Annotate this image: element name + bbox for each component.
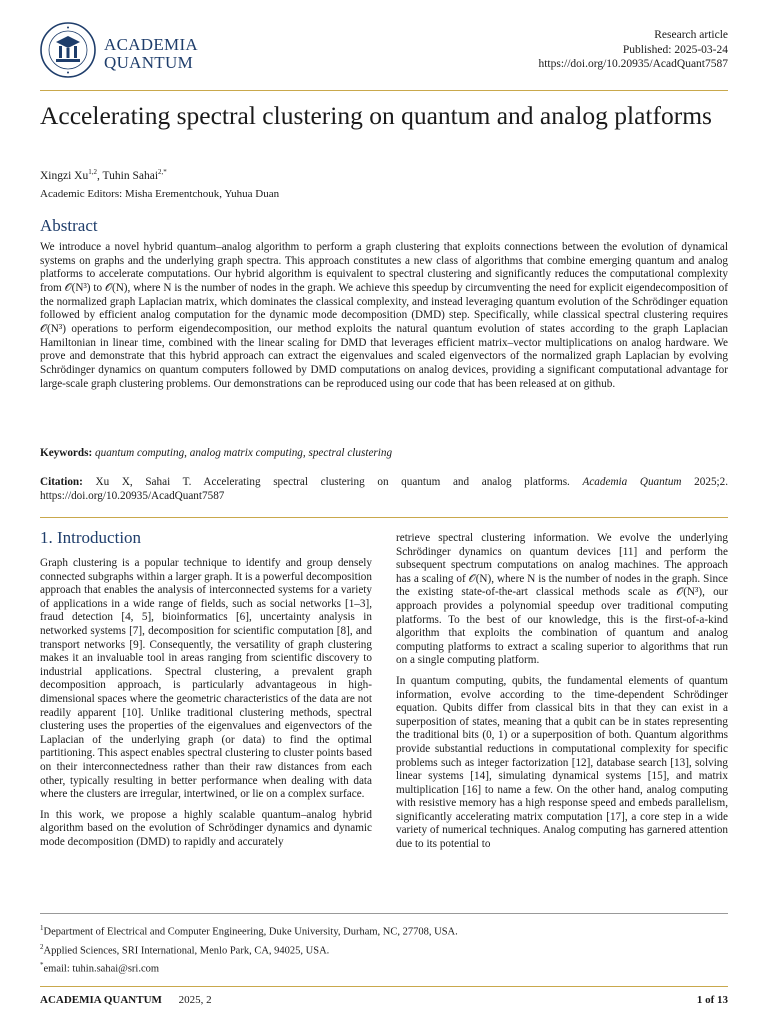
citation-journal: Academia Quantum [582, 476, 682, 488]
article-type: Research article [654, 29, 728, 41]
brand-line-1: ACADEMIA [104, 35, 199, 54]
article-title: Accelerating spectral clustering on quantum and analog platforms [40, 101, 712, 130]
citation [40, 475, 728, 503]
published-date: Published: 2025-03-24 [622, 43, 728, 56]
page-number: 1 of 13 [696, 994, 728, 1006]
header-divider [40, 90, 728, 91]
paragraph: In quantum computing, qubits, the fundamental elements of quantum information, evolve according to the time-dependent Schrödinger equation. Qubits differ from classical bits in that they can exist in a superposition of states, meaning that a qubit can be in states representing the traditional bits (0, 1) or a superposition of both. Quantum algorithms provide substantial reductions in computational complexity for specific problems such as integer factorization [12], database search [13], solving linear systems [14], simulating dynamical systems [15], and matrix multiplication [16] to name a few. On the other hand, analog computing with resistive memory has a high response speed and embeds parallelism, significantly accelerating matrix computation [17], a core step in a wide variety of numerical techniques. Analog computing has garnered attention due to its potential to [396, 674, 728, 851]
author-name: Xingzi Xu [40, 169, 89, 182]
section-heading: 1. Introduction [40, 528, 142, 547]
abstract-heading: Abstract [40, 216, 98, 235]
doi-link[interactable]: https://doi.org/10.20935/AcadQuant7587 [538, 58, 728, 70]
body-column-right [396, 532, 728, 859]
abstract-text: We introduce a novel hybrid quantum–analog algorithm to perform a graph clustering that exploits connections between the evolution of dynamical systems on graphs and the underlying graph spectra. This approach constitutes a new class of algorithms that combine emerging quantum and analog platforms to accelerate computations. Our hybrid algorithm is equivalent to spectral clustering and significantly reduces the computational complexity from 𝒪(N³) to 𝒪(N), where N is the number of nodes in the graph. We achieve this speedup by circumventing the need for explicit eigendecomposition of the normalized graph Laplacian matrix, which dominates the classical complexity, and instead leveraging quantum evolution of the Schrödinger equation followed by efficient analog computation for the dynamic mode decomposition (DMD) step. Specifically, while classical spectral clustering requires 𝒪(N³) operations to perform eigendecomposition, our method exploits the natural quantum evolution of states according to the graph Laplacian Hamiltonian in linear time, combined with the linear scaling for DMD that leverages efficient matrix–vector multiplications on analog hardware. We prove and demonstrate that this hybrid approach can extract the eigenvalues and scaled eigenvectors of the normalized graph Laplacian by evolving Schrödinger dynamics on quantum computers followed by DMD computations on analog devices, providing a significant computational advantage for large-scale graph clustering problems. Our demonstrations can be reproduced using our code that has been released at on github. [40, 241, 728, 390]
section-divider [40, 517, 728, 518]
footer-divider [40, 986, 728, 987]
footnote-email: *email: tuhin.sahai@sri.com [40, 961, 160, 975]
paragraph: retrieve spectral clustering information. We evolve the underlying Schrödinger dynamics on quantum devices [11] and perform the subsequent spectrum computations on analog machines. The approach has a scaling of 𝒪(N), where N is the number of nodes in the graph. Since the existing state-of-the-art classical methods scale as 𝒪(N³), our approach provides a polynomial speedup over traditional computing platforms. To the best of our knowledge, this is the first-of-a-kind algorithm that exploits the combination of quantum and analog computing platforms to extract a scaling superior to algorithms that run on a single computing platform. [396, 532, 728, 667]
citation-text: Xu X, Sahai T. Accelerating spectral clustering on quantum and analog platforms. [95, 476, 570, 488]
footnote-divider [40, 913, 728, 914]
author-affiliation: 1,2 [88, 168, 97, 176]
citation-tail[interactable]: 2025;2. https://doi.org/10.20935/AcadQuant7587 [40, 476, 729, 502]
brand-line-2: QUANTUM [104, 53, 193, 72]
article-meta [538, 28, 728, 72]
footnote-affiliation-1: $^1$Department of Electrical and Computer Engineering, Duke University, Durham, NC, 27708, USA. [40, 924, 458, 938]
paragraph: Graph clustering is a popular technique to identify and group densely connected subgraphs within a larger graph. It is a powerful decomposition approach that enables the analysis of interconnected systems for a variety of applications in a wide range of fields, such as social networks [1–3], fraud detection [4, 5], bioinformatics [6], uncertainty analysis in networked systems [7], decomposition for scientific computation [8], and transport networks [9]. Consequently, the versatility of graph clustering makes it an invaluable tool in areas ranging from scientific discovery to industrial applications. Spectral clustering, a prevalent graph decomposition approach, is particularly advantageous in high-dimensional spaces where the geometric characteristics of the data are not readily apparent [10]. Unlike traditional clustering methods, spectral clustering uses the properties of the eigenvalues and eigenvectors of the Laplacian of the underlying graph (or data) to find the optimal partitioning. This aspect enables spectral clustering to cluster points based on their interconnectedness rather than their raw distances from each other, typically resulting in better performance when dealing with data where the clusters are irregular, intertwined, or lie on a complex surface. [40, 557, 372, 801]
author-affiliation: 2,* [158, 168, 167, 176]
footer-volume: 2025, 2 [178, 994, 212, 1006]
footer-journal: ACADEMIA QUANTUM [40, 994, 162, 1006]
journal-brand [104, 36, 198, 72]
author-list [40, 168, 167, 182]
paragraph: In this work, we propose a highly scalable quantum–analog hybrid algorithm based on the evolution of Schrödinger dynamics and dynamic mode decomposition (DMD) to rapidly and accurately [40, 808, 372, 848]
footnotes [40, 921, 458, 977]
citation-label: Citation: [40, 476, 83, 488]
keywords [40, 447, 392, 459]
keywords-label: Keywords: [40, 447, 93, 459]
body-column-left [40, 557, 372, 856]
footnote-affiliation-2: $^2$Applied Sciences, SRI International, Menlo Park, CA, 94025, USA. [40, 942, 330, 956]
author-name: Tuhin Sahai [102, 169, 159, 182]
academic-editors: Academic Editors: Misha Erementchouk, Yuhua Duan [40, 188, 280, 200]
author-separator: , [96, 169, 103, 182]
keywords-text: quantum computing, analog matrix computing, spectral clustering [95, 447, 393, 459]
academia-seal-icon [40, 22, 96, 78]
page-footer [40, 994, 728, 1008]
